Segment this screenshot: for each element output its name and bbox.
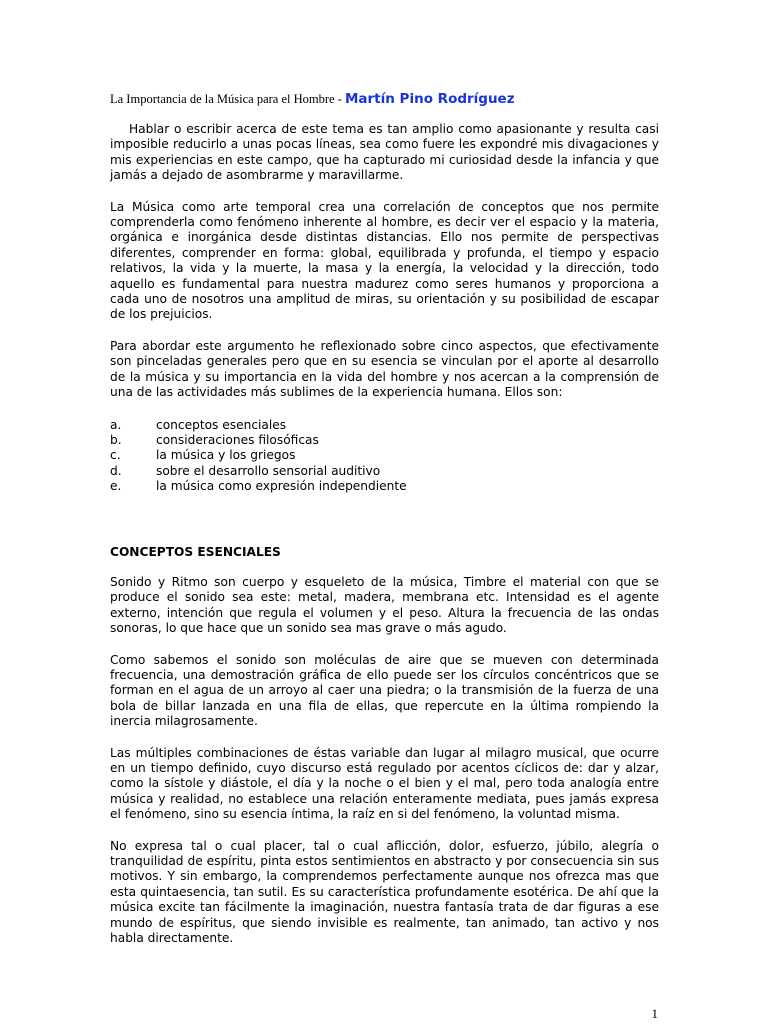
author-link[interactable]: Martín Pino Rodríguez [344,91,515,107]
document-title: La Importancia de la Música para el Hombre - [110,92,345,106]
list-item-letter: e. [110,479,122,494]
section-heading: CONCEPTOS ESENCIALES [110,544,281,559]
list-item-text: consideraciones filosóficas [156,432,319,447]
list-item-letter: a. [110,417,122,432]
body-paragraph: No expresa tal o cual placer, tal o cual aflicción, dolor, esfuerzo, júbilo, alegría o tranquilidad de espíritu, pinta estos sentimientos en abstracto y por consecuencia sin sus motivos. Y sin embargo, la comprendemos perfectamente aunque nos ofrezca mas que esta quintaesencia, tan sutil. Es su característica profundamente esotérica. De ahí que la música excite tan fácilmente la imaginación, nuestra fantasía trata de dar figuras a ese mundo de espíritus, que siendo invisible es realmente, tan animado, tan activo y nos habla directamente. [110,838,659,946]
page-number: 1 [651,1006,658,1021]
document-header [110,89,659,109]
body-paragraph: Como sabemos el sonido son moléculas de aire que se mueven con determinada frecuencia, una demostración gráfica de ello puede ser los círculos concéntricos que se forman en el agua de un arroyo al caer una piedra; o la transmisión de la fuerza de una bola de billar lanzada en una fila de ellas, que repercute en la última rompiendo la inercia milagrosamente. [110,652,659,729]
list-item-text: sobre el desarrollo sensorial auditivo [156,463,381,478]
list-item-text: conceptos esenciales [156,417,287,432]
list-item [110,464,659,479]
list-item [110,418,659,433]
list-item [110,479,659,494]
list-item [110,433,659,448]
body-paragraph: Las múltiples combinaciones de éstas variable dan lugar al milagro musical, que ocurre en un tiempo definido, cuyo discurso está regulado por acentos cíclicos de: dar y alzar, como la sístole y diástole, el día y la noche o el bien y el mal, pero toda analogía entre música y realidad, no establece una relación enteramente mediata, pues jamás expresa el fenómeno, sino su esencia íntima, la raíz en si del fenómeno, la voluntad misma. [110,745,659,822]
body-paragraph: Sonido y Ritmo son cuerpo y esqueleto de la música, Timbre el material con que se produce el sonido sea este: metal, madera, membrana etc. Intensidad es el agente externo, intención que regula el volumen y el peso. Altura la frecuencia de las ondas sonoras, lo que hace que un sonido sea mas grave o más agudo. [110,574,659,636]
list-item [110,448,659,463]
intro-paragraph: Hablar o escribir acerca de este tema es tan amplio como apasionante y resulta casi imposible reducirlo a unas pocas líneas, sea como fuere les expondré mis divagaciones y mis experiencias en este campo, que ha capturado mi curiosidad desde la infancia y que jamás a dejado de asombrarme y maravillarme. [110,122,659,183]
list-item-letter: d. [110,463,122,478]
document-page [110,89,659,946]
body-paragraph: La Música como arte temporal crea una correlación de conceptos que nos permite comprenderla como fenómeno inherente al hombre, es decir ver el espacio y la materia, orgánica e inorgánica desde distintas distancias. Ello nos permite de perspectivas diferentes, comprender en forma: global, equilibrada y profunda, el tiempo y espacio relativos, la vida y la muerte, la masa y la energía, la velocidad y la dirección, todo aquello es fundamental para nuestra madurez como seres humanos y proporciona a cada uno de nosotros una amplitud de miras, su orientación y su posibilidad de escapar de los prejuicios. [110,199,659,322]
aspects-list [110,418,659,495]
list-item-letter: b. [110,432,122,447]
list-item-text: la música como expresión independiente [156,479,407,494]
list-item-letter: c. [110,448,121,463]
body-paragraph: Para abordar este argumento he reflexionado sobre cinco aspectos, que efectivamente son pinceladas generales pero que en su esencia se vinculan por el aporte al desarrollo de la música y su importancia en la vida del hombre y nos acercan a la comprensión de una de las actividades más sublimes de la experiencia humana. Ellos son: [110,338,659,400]
list-item-text: la música y los griegos [156,448,296,463]
